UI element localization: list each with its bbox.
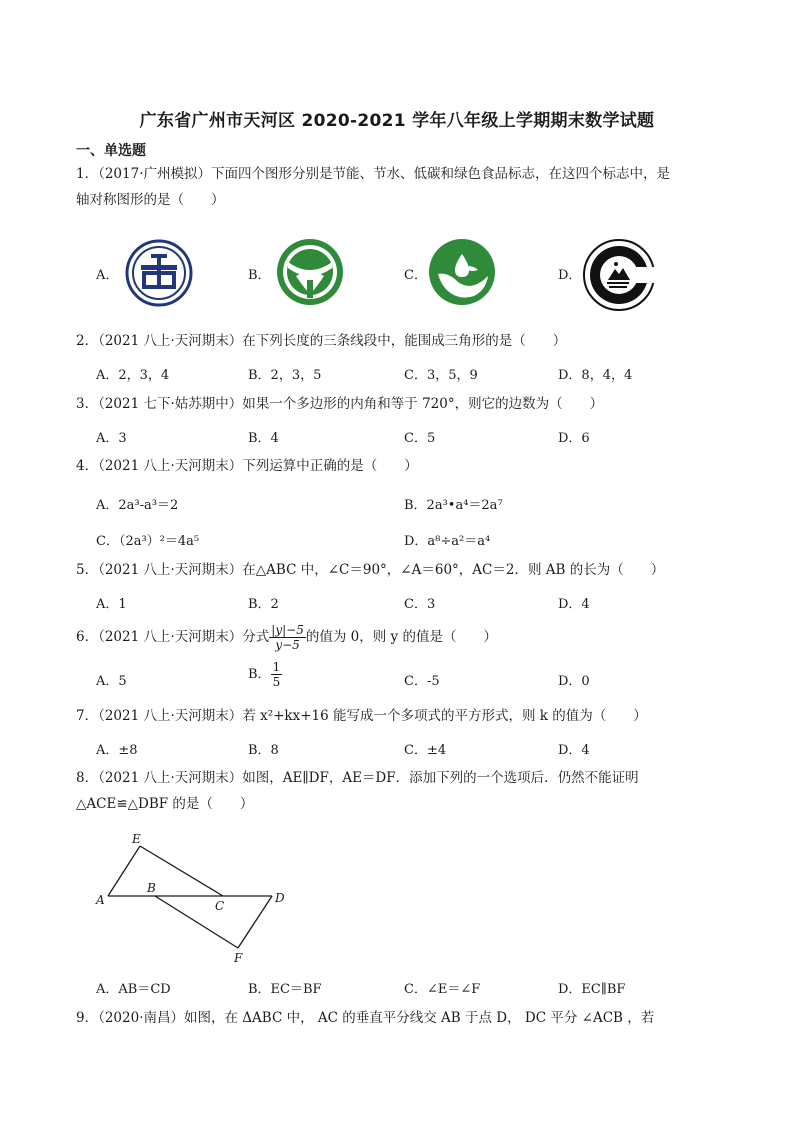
option-b: B．8: [248, 743, 279, 758]
question-number: 7．: [76, 708, 99, 724]
question-source: （2021 八上·天河期末）: [98, 708, 243, 724]
option-a: A．AB＝CD: [96, 982, 171, 997]
option-d: D．a⁸÷a²＝a⁴: [404, 534, 491, 549]
option-a: A．3: [96, 431, 127, 446]
question-source: （2021 八上·天河期末）: [98, 770, 243, 786]
option-a: A．±8: [96, 743, 138, 758]
label-f: F: [234, 951, 243, 965]
question-text: 如果一个多边形的内角和等于 720°，则它的边数为（ ）: [242, 396, 604, 412]
geometry-figure: [90, 828, 300, 968]
question-1: [76, 161, 716, 213]
q4-options-row1: [96, 494, 716, 516]
option-c: C．3: [404, 597, 436, 612]
option-a: A．: [96, 268, 119, 283]
energy-saving-logo: [124, 238, 194, 308]
option-d: D．: [558, 268, 582, 283]
fraction-numerator: |y|−5: [271, 623, 304, 637]
q6-options: [96, 660, 716, 698]
question-text: 在下列长度的三条线段中，能围成三角形的是（ ）: [242, 333, 567, 349]
option-a: A．2，3，4: [96, 368, 170, 383]
question-source: （2021 八上·天河期末）: [98, 333, 243, 349]
option-c: C．5: [404, 431, 436, 446]
q4-options-row2: [96, 530, 716, 552]
label-e: E: [132, 832, 141, 846]
question-text: 下面四个图形分别是节能、节水、低碳和绿色食品标志，在这四个标志中，是: [211, 166, 670, 182]
q3-options: [96, 427, 716, 449]
option-d: D．0: [558, 674, 590, 689]
question-number: 2．: [76, 333, 99, 349]
question-source: （2017·广州模拟）: [98, 166, 211, 182]
option-c: C．: [404, 268, 427, 283]
question-text-cont: 轴对称图形的是（ ）: [76, 192, 225, 208]
option-b: B．2: [248, 597, 279, 612]
option-b: B．4: [248, 431, 279, 446]
option-a: A．5: [96, 674, 127, 689]
question-text: 下列运算中正确的是（ ）: [242, 458, 418, 474]
q2-options: [96, 364, 716, 386]
label-b: B: [147, 881, 156, 895]
label-c: C: [215, 899, 225, 913]
question-text-cont: △ACE≌△DBF 的是（ ）: [76, 796, 254, 812]
option-d: D．6: [558, 431, 590, 446]
fraction-denominator: 5: [272, 675, 281, 689]
label-d: D: [275, 891, 285, 905]
question-number: 6．: [76, 629, 99, 645]
option-c: C．-5: [404, 674, 440, 689]
q7-options: [96, 739, 716, 761]
question-text: 分式: [242, 629, 270, 645]
fraction-denominator: y−5: [275, 638, 300, 652]
question-number: 5．: [76, 562, 99, 578]
option-c: C．（2a³）²＝4a⁵: [96, 534, 200, 549]
question-text: 在△ABC 中，∠C＝90°，∠A＝60°，AC＝2．则 AB 的长为（ ）: [242, 562, 665, 578]
option-a: A．2a³-a³＝2: [96, 498, 179, 513]
q5-options: [96, 593, 716, 615]
question-text: 如图，在 ΔABC 中， AC 的垂直平分线交 AB 于点 D， DC 平分 ∠ACB ，若: [184, 1010, 655, 1026]
option-b: B．: [248, 268, 271, 283]
question-source: （2020·南昌）: [98, 1010, 184, 1026]
question-source: （2021 七下·姑苏期中）: [98, 396, 243, 412]
question-7: [76, 703, 716, 729]
option-b-label: B．: [248, 667, 271, 682]
option-d: D．4: [558, 597, 590, 612]
question-4: [76, 453, 716, 479]
fraction-numerator: 1: [272, 660, 281, 674]
option-c: C．∠E＝∠F: [404, 982, 481, 997]
question-6: [76, 622, 716, 652]
question-5: [76, 557, 716, 583]
option-a: A．1: [96, 597, 127, 612]
option-c: C．±4: [404, 743, 447, 758]
question-text: 如图，AE∥DF，AE＝DF．添加下列的一个选项后．仍然不能证明: [242, 770, 639, 786]
question-2: [76, 328, 716, 354]
question-number: 3．: [76, 396, 99, 412]
section-heading: 一、单选题: [76, 143, 146, 159]
question-9: [76, 1005, 716, 1031]
option-b: [248, 660, 282, 689]
question-number: 8．: [76, 770, 99, 786]
option-b: B．2a³•a⁴＝2a⁷: [404, 498, 503, 513]
question-text: 若 x²+kx+16 能写成一个多项式的平方形式，则 k 的值为（ ）: [242, 708, 647, 724]
question-number: 4．: [76, 458, 99, 474]
q8-options: [96, 978, 716, 1000]
option-b: B．2，3，5: [248, 368, 322, 383]
option-c: C．3，5，9: [404, 368, 478, 383]
option-b-fraction: [271, 660, 283, 689]
page-title: 广东省广州市天河区 2020-2021 学年八年级上学期期末数学试题: [139, 111, 655, 131]
low-carbon-logo: [428, 238, 496, 306]
option-d: D．4: [558, 743, 590, 758]
option-d: D．8，4，4: [558, 368, 633, 383]
option-b: B．EC＝BF: [248, 982, 322, 997]
question-8: [76, 765, 716, 817]
question-source: （2021 八上·天河期末）: [98, 458, 243, 474]
question-number: 9．: [76, 1010, 99, 1026]
fraction: [269, 623, 306, 652]
water-saving-logo: [276, 238, 344, 306]
question-number: 1．: [76, 166, 99, 182]
label-a: A: [96, 893, 105, 907]
option-d: D．EC∥BF: [558, 982, 626, 997]
question-source: （2021 八上·天河期末）: [98, 629, 243, 645]
question-3: [76, 391, 716, 417]
question-text-cont: 的值为 0，则 y 的值是（ ）: [305, 629, 497, 645]
question-source: （2021 八上·天河期末）: [98, 562, 243, 578]
green-food-logo: [582, 238, 656, 312]
